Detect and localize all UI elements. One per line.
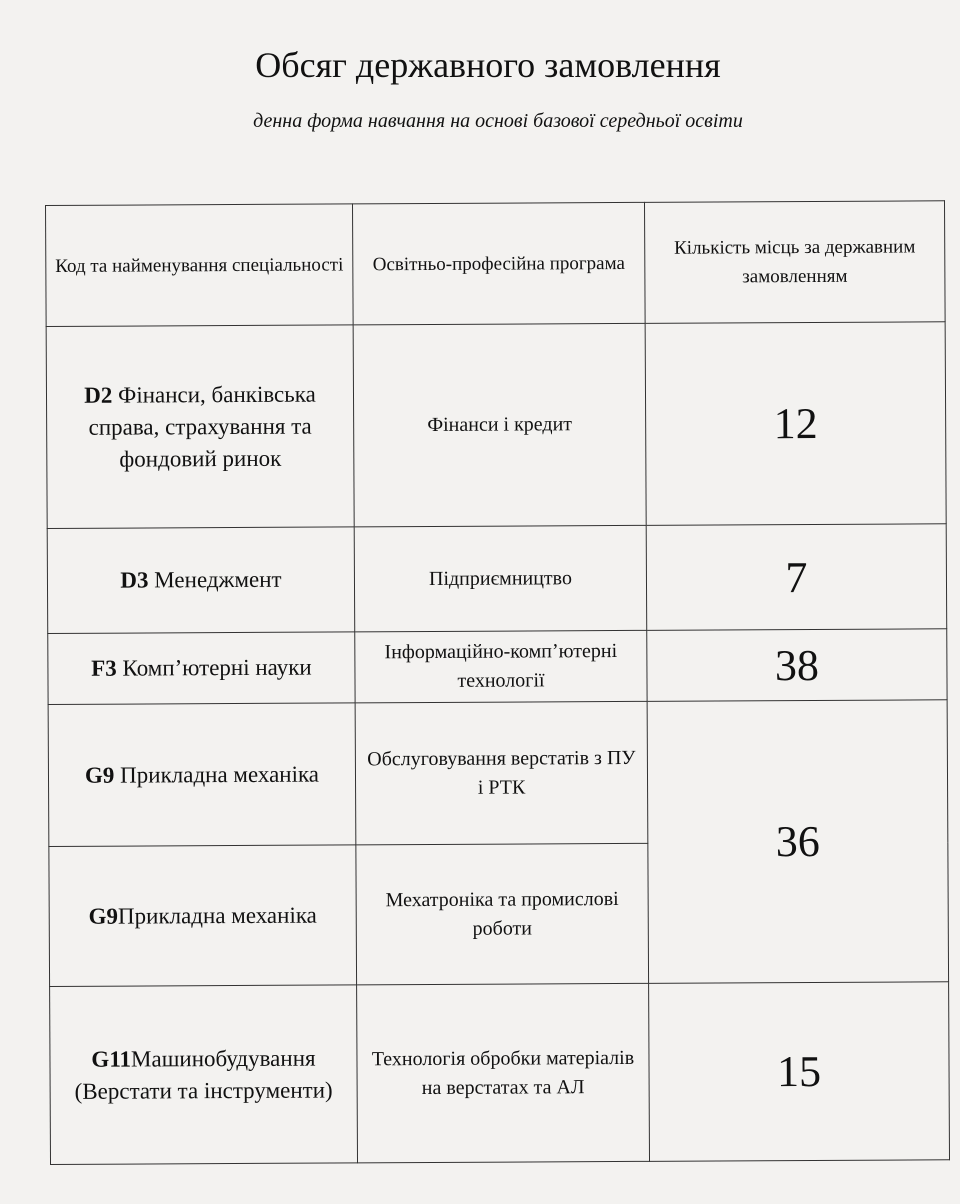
specialty-code: G9 bbox=[84, 762, 115, 788]
specialty-name: Фінанси, банківська справа, страхування та фондовий ринок bbox=[88, 381, 316, 472]
specialty-cell bbox=[46, 325, 354, 529]
page-title: Обсяг державного замовлення bbox=[255, 45, 721, 85]
specialty-cell bbox=[50, 985, 358, 1165]
specialty-code: D2 bbox=[84, 382, 113, 408]
state-order-table bbox=[45, 200, 950, 1165]
places-cell: 38 bbox=[647, 629, 947, 702]
program-cell: Мехатроніка та промислові роботи bbox=[356, 843, 649, 985]
specialty-code: D3 bbox=[120, 567, 149, 593]
places-cell: 15 bbox=[649, 982, 950, 1162]
program-cell: Інформаційно-комп’ютерні технології bbox=[355, 630, 647, 703]
header-places: Кількість місць за державним замовленням bbox=[644, 201, 945, 324]
specialty-name: Прикладна механіка bbox=[117, 902, 317, 929]
program-cell: Обслуговування верстатів з ПУ і РТК bbox=[355, 701, 648, 845]
program-cell: Підприємництво bbox=[354, 525, 647, 632]
table-row bbox=[48, 629, 947, 705]
program-cell: Технологія обробки матеріалів на верстатах та АЛ bbox=[357, 983, 650, 1163]
specialty-cell bbox=[49, 845, 357, 987]
header-program: Освітньо-професійна програма bbox=[352, 202, 645, 325]
table-row bbox=[46, 322, 946, 529]
specialty-name: Менеджмент bbox=[148, 566, 282, 593]
specialty-code: G11 bbox=[91, 1046, 132, 1072]
table-row bbox=[50, 982, 950, 1165]
table-header-row bbox=[46, 201, 946, 327]
specialty-cell bbox=[47, 527, 355, 634]
specialty-cell bbox=[48, 703, 356, 847]
specialty-name: Прикладна механіка bbox=[114, 761, 320, 788]
program-cell: Фінанси і кредит bbox=[353, 323, 646, 527]
specialty-name: Комп’ютерні науки bbox=[116, 654, 312, 681]
places-cell: 7 bbox=[646, 524, 947, 631]
places-cell: 12 bbox=[645, 322, 946, 526]
specialty-cell bbox=[48, 632, 355, 705]
specialty-code: F3 bbox=[91, 655, 117, 681]
places-cell: 36 bbox=[647, 700, 948, 984]
table-row bbox=[47, 524, 947, 634]
page-subtitle: денна форма навчання на основі базової середньої освіти bbox=[253, 110, 743, 132]
specialty-name: Машинобудування (Верстати та інструменти) bbox=[74, 1045, 333, 1104]
header-specialty: Код та найменування спеціальності bbox=[46, 204, 354, 327]
specialty-code: G9 bbox=[88, 903, 119, 929]
table-row bbox=[48, 700, 948, 847]
